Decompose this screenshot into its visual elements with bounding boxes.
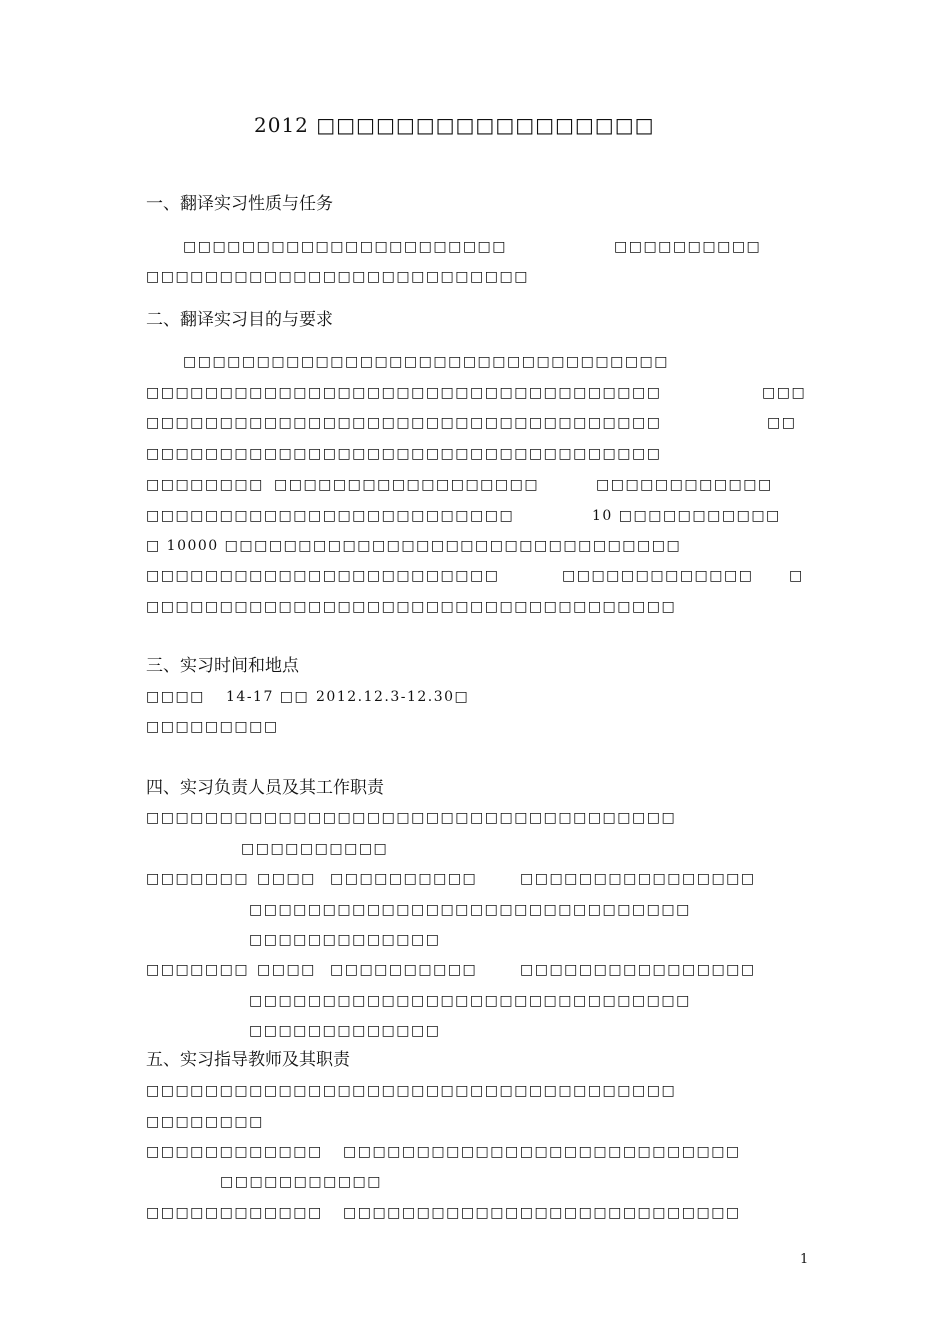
text-line: 2012.12.3-12.30□ [316,689,470,705]
text-line: □□□□□□□□□□□□□□□□□□□□□□□□□□□ [343,1205,741,1221]
text-line: □□□□□□□□□□□ [220,1174,383,1190]
text-line: □□□□□□□□□□□□ [146,1205,323,1221]
text-line: 10 □□□□□□□□□□□ [592,508,781,524]
text-line: □□□□□□□□□□□□□□□□□□□□□□□□ [146,568,500,584]
section-heading-5: 五、实习指导教师及其职责 [146,1050,350,1070]
text-line: □□□□□□□□□□□□□□□□□□□□□□□□□□□□□□□□□□□□ [146,810,677,826]
text-line: □ [789,568,804,584]
text-line: □□□□□□□□□□ [241,841,389,857]
section-heading-4: 四、实习负责人员及其工作职责 [146,778,384,798]
text-line: □□□□□□□□□□□□□□□□□□□□□□□□□□ [146,269,529,285]
text-line: □□□□□□□□□□□□□□□□□□□□□□□□□ [146,508,515,524]
text-line: □□□□□□□ [146,871,250,887]
text-line: □□□□□□□□□□ [330,962,478,978]
document-title: 2012 □□□□□□□□□□□□□□□□□ [254,113,655,137]
text-line: □□□□□□□□ [146,477,264,493]
text-line: □□□□□□□□□□□□□□□□□□□□□□□□□□□□□□ [249,902,691,918]
text-line: □□□□□□□□□□□□□□□□□□□□□□□□□□□□□□□□□□□□ [146,599,677,615]
text-line: □□□□ [257,962,316,978]
text-line: □□□□□□□□□□□□□□□□□□□□□□□□□□□ [343,1144,741,1160]
text-line: □□□□□□□□□□□□□□□□ [520,871,756,887]
text-line: □□□□□□□□□□□□□□□□□□□□□□□□□□□□□□□□□ [183,354,670,370]
text-line: □□□□□□□□□□□□□ [249,1023,441,1039]
text-line: □□□□□□□□□□□□□□□□□□□□□□□□□□□□□□□□□□□□ [146,1083,677,1099]
text-line: □□□□□□□□□□□□□□□□□□ [274,477,540,493]
text-line: □□□□ [257,871,316,887]
page-number: 1 [800,1252,809,1267]
text-line: □□□□□□□□□□□□□□□□□□□□□□□□□□□□□□□□□□□ [146,385,662,401]
text-line: □□□□□□□□□□□□ [596,477,773,493]
text-line: □□□□□□□□□□□□□□□□□□□□□□□□□□□□□□ [249,993,691,1009]
text-line: □□□□□□□□□□ [614,239,762,255]
text-line: □□□□□□□□□□□□ [146,1144,323,1160]
text-line: □□□□□□□□□□□□□□□□ [520,962,756,978]
section-heading-3: 三、实习时间和地点 [146,656,299,676]
text-line: □□□□□□□ [146,962,250,978]
text-line: □□□□□□□□□□□□□ [249,932,441,948]
text-line: □□□□ [146,689,205,705]
section-heading-1: 一、翻译实习性质与任务 [146,194,333,214]
text-line: □□□□□□□□□□□□□□□□□□□□□□□□□□□□□□□□□□□ [146,446,662,462]
text-line: □□□□□□□□□□ [330,871,478,887]
text-line: □□□□□□□□□□□□□□□□□□□□□□ [183,239,508,255]
text-line: □□□□□□□□□□□□□□□□□□□□□□□□□□□□□□□□□□□ [146,415,662,431]
section-heading-2: 二、翻译实习目的与要求 [146,310,333,330]
text-line: □□□□□□□□□□□□□ [562,568,754,584]
text-line: □ 10000 □□□□□□□□□□□□□□□□□□□□□□□□□□□□□□□ [146,538,682,554]
text-line: □□ [767,415,797,431]
text-line: □□□□□□□□□ [146,719,279,735]
text-line: 14-17 □□ [226,689,310,705]
text-line: □□□□□□□□ [146,1114,264,1130]
text-line: □□□ [762,385,807,401]
